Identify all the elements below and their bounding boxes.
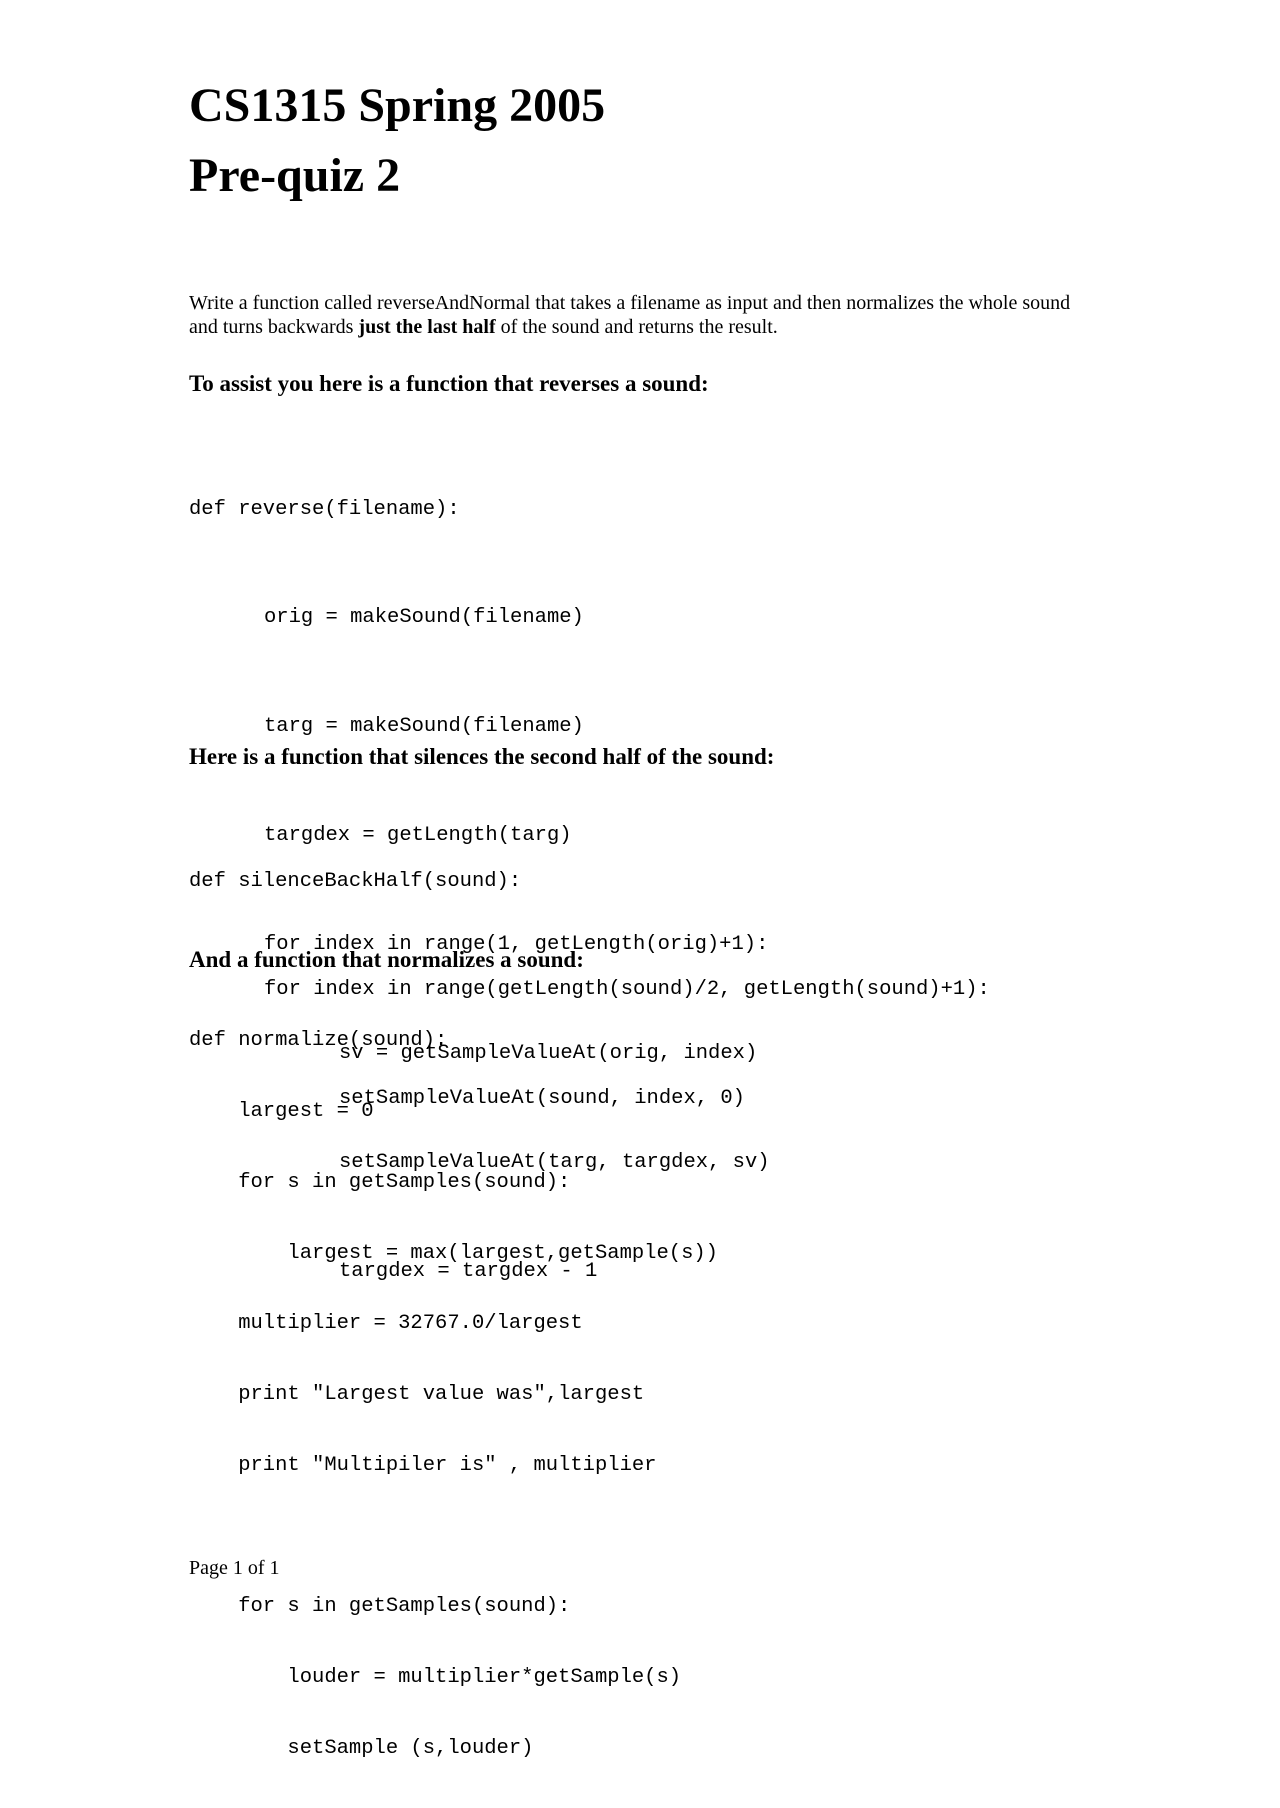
problem-text-emphasis: just the last half	[358, 316, 496, 338]
code-line: orig = makeSound(filename)	[264, 606, 584, 630]
problem-text-part2: of the sound and returns the result.	[495, 316, 778, 338]
problem-statement	[189, 291, 1089, 339]
code-line: multiplier = 32767.0/largest	[189, 1312, 583, 1336]
code-line: for index in range(getLength(sound)/2, getLength(sound)+1):	[264, 978, 990, 1002]
code-line: targdex = targdex - 1	[339, 1259, 598, 1283]
course-title: CS1315 Spring 2005	[189, 79, 606, 132]
code-line: targ = makeSound(filename)	[264, 715, 584, 739]
code-line: def silenceBackHalf(sound):	[189, 869, 522, 893]
code-line: sv = getSampleValueAt(orig, index)	[339, 1042, 758, 1066]
code-line: largest = 0	[189, 1099, 374, 1123]
code-line: targdex = getLength(targ)	[264, 824, 572, 848]
problem-text-part1: Write a function called reverseAndNormal that takes a filename as input and then normalizes the whole sound and turns backwards	[189, 292, 1071, 338]
code-line	[189, 1525, 718, 1549]
code-line: print "Largest value was",largest	[189, 1383, 645, 1407]
code-block-normalize	[189, 982, 718, 1808]
code-line: for s in getSamples(sound):	[189, 1595, 571, 1619]
code-line: louder = multiplier*getSample(s)	[189, 1666, 682, 1690]
code-line: for index in range(1, getLength(orig)+1):	[264, 933, 769, 957]
section-heading-silence: Here is a function that silences the second half of the sound:	[189, 744, 775, 769]
code-line: setSampleValueAt(targ, targdex, sv)	[339, 1150, 770, 1174]
section-heading-normalize: And a function that normalizes a sound:	[189, 947, 584, 972]
section-heading-reverse: To assist you here is a function that reverses a sound:	[189, 371, 709, 396]
quiz-title: Pre-quiz 2	[189, 149, 401, 202]
code-line: def reverse(filename):	[189, 497, 460, 521]
code-line: print "Multipiler is" , multiplier	[189, 1453, 657, 1477]
code-line: def normalize(sound):	[189, 1029, 448, 1053]
code-line: for s in getSamples(sound):	[189, 1170, 571, 1194]
code-line: largest = max(largest,getSample(s))	[189, 1241, 718, 1265]
code-line: setSampleValueAt(sound, index, 0)	[339, 1087, 745, 1111]
code-line: setSample (s,louder)	[189, 1737, 534, 1760]
page-footer: Page 1 of 1	[189, 1557, 280, 1579]
document-page	[189, 0, 1089, 1760]
